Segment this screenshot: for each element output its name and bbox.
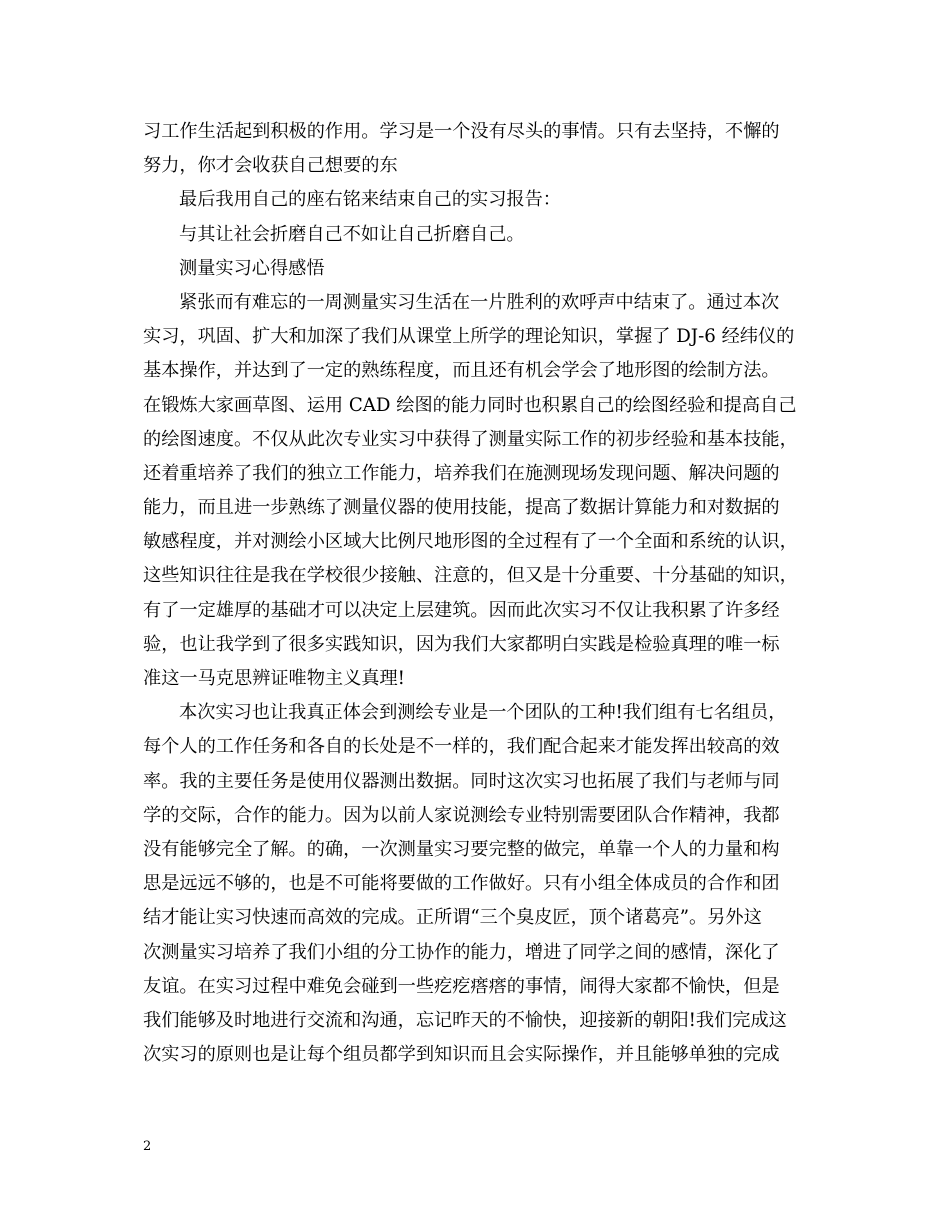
text-line: 结才能让实习快速而高效的完成。正所谓“三个臭皮匠，顶个诸葛亮”。另外这 [143, 907, 762, 929]
text-line: 准这一马克思辨证唯物主义真理! [143, 668, 405, 689]
text-line: 次测量实习培养了我们小组的分工协作的能力，增进了同学之间的感情，深化了 [143, 941, 780, 963]
text-line: 的绘图速度。不仅从此次专业实习中获得了测量实际工作的初步经验和基本技能， [143, 428, 798, 450]
text-line: 最后我用自己的座右铭来结束自己的实习报告： [179, 189, 561, 211]
text-line: 实习，巩固、扩大和加深了我们从课堂上所学的理论知识，掌握了 DJ-6 经纬仪的 [143, 326, 795, 348]
text-line: 还着重培养了我们的独立工作能力，培养我们在施测现场发现问题、解决问题的 [143, 462, 780, 484]
text-line: 率。我的主要任务是使用仪器测出数据。同时这次实习也拓展了我们与老师与同 [143, 770, 780, 792]
text-line: 次实习的原则也是让每个组员都学到知识而且会实际操作，并且能够单独的完成 [143, 1044, 780, 1066]
body-text [143, 115, 825, 1072]
text-line: 友谊。在实习过程中难免会碰到一些疙疙瘩瘩的事情，闹得大家都不愉快，但是 [143, 975, 780, 997]
text-line: 没有能够完全了解。的确，一次测量实习要完整的做完，单靠一个人的力量和构 [143, 838, 780, 860]
text-line: 基本操作，并达到了一定的熟练程度，而且还有机会学会了地形图的绘制方法。 [143, 360, 780, 382]
text-line: 紧张而有难忘的一周测量实习生活在一片胜利的欢呼声中结束了。通过本次 [179, 291, 780, 313]
text-line: 测量实习心得感悟 [179, 257, 325, 279]
text-line: 与其让社会折磨自己不如让自己折磨自己。 [179, 223, 525, 245]
text-line: 我们能够及时地进行交流和沟通，忘记昨天的不愉快，迎接新的朝阳!我们完成这 [143, 1009, 787, 1031]
text-line: 努力，你才会收获自己想要的东 [143, 155, 398, 177]
text-line: 思是远远不够的，也是不可能将要做的工作做好。只有小组全体成员的合作和团 [143, 873, 780, 895]
text-line: 能力，而且进一步熟练了测量仪器的使用技能，提高了数据计算能力和对数据的 [143, 497, 780, 519]
page-number: 2 [143, 1139, 152, 1154]
text-line: 敏感程度，并对测绘小区域大比例尺地形图的全过程有了一个全面和系统的认识， [143, 531, 798, 553]
text-line: 在锻炼大家画草图、运用 CAD 绘图的能力同时也积累自己的绘图经验和提高自己 [143, 394, 797, 416]
text-line: 习工作生活起到积极的作用。学习是一个没有尽头的事情。只有去坚持，不懈的 [143, 121, 780, 142]
text-line: 本次实习也让我真正体会到测绘专业是一个团队的工种!我们组有七名组员， [179, 702, 787, 724]
text-line: 有了一定雄厚的基础才可以决定上层建筑。因而此次实习不仅让我积累了许多经 [143, 599, 780, 621]
text-line: 每个人的工作任务和各自的长处是不一样的，我们配合起来才能发挥出较高的效 [143, 736, 780, 758]
text-line: 学的交际，合作的能力。因为以前人家说测绘专业特别需要团队合作精神，我都 [143, 804, 780, 826]
text-line: 验，也让我学到了很多实践知识，因为我们大家都明白实践是检验真理的唯一标 [143, 633, 780, 655]
text-line: 这些知识往往是我在学校很少接触、注意的，但又是十分重要、十分基础的知识， [143, 565, 798, 587]
